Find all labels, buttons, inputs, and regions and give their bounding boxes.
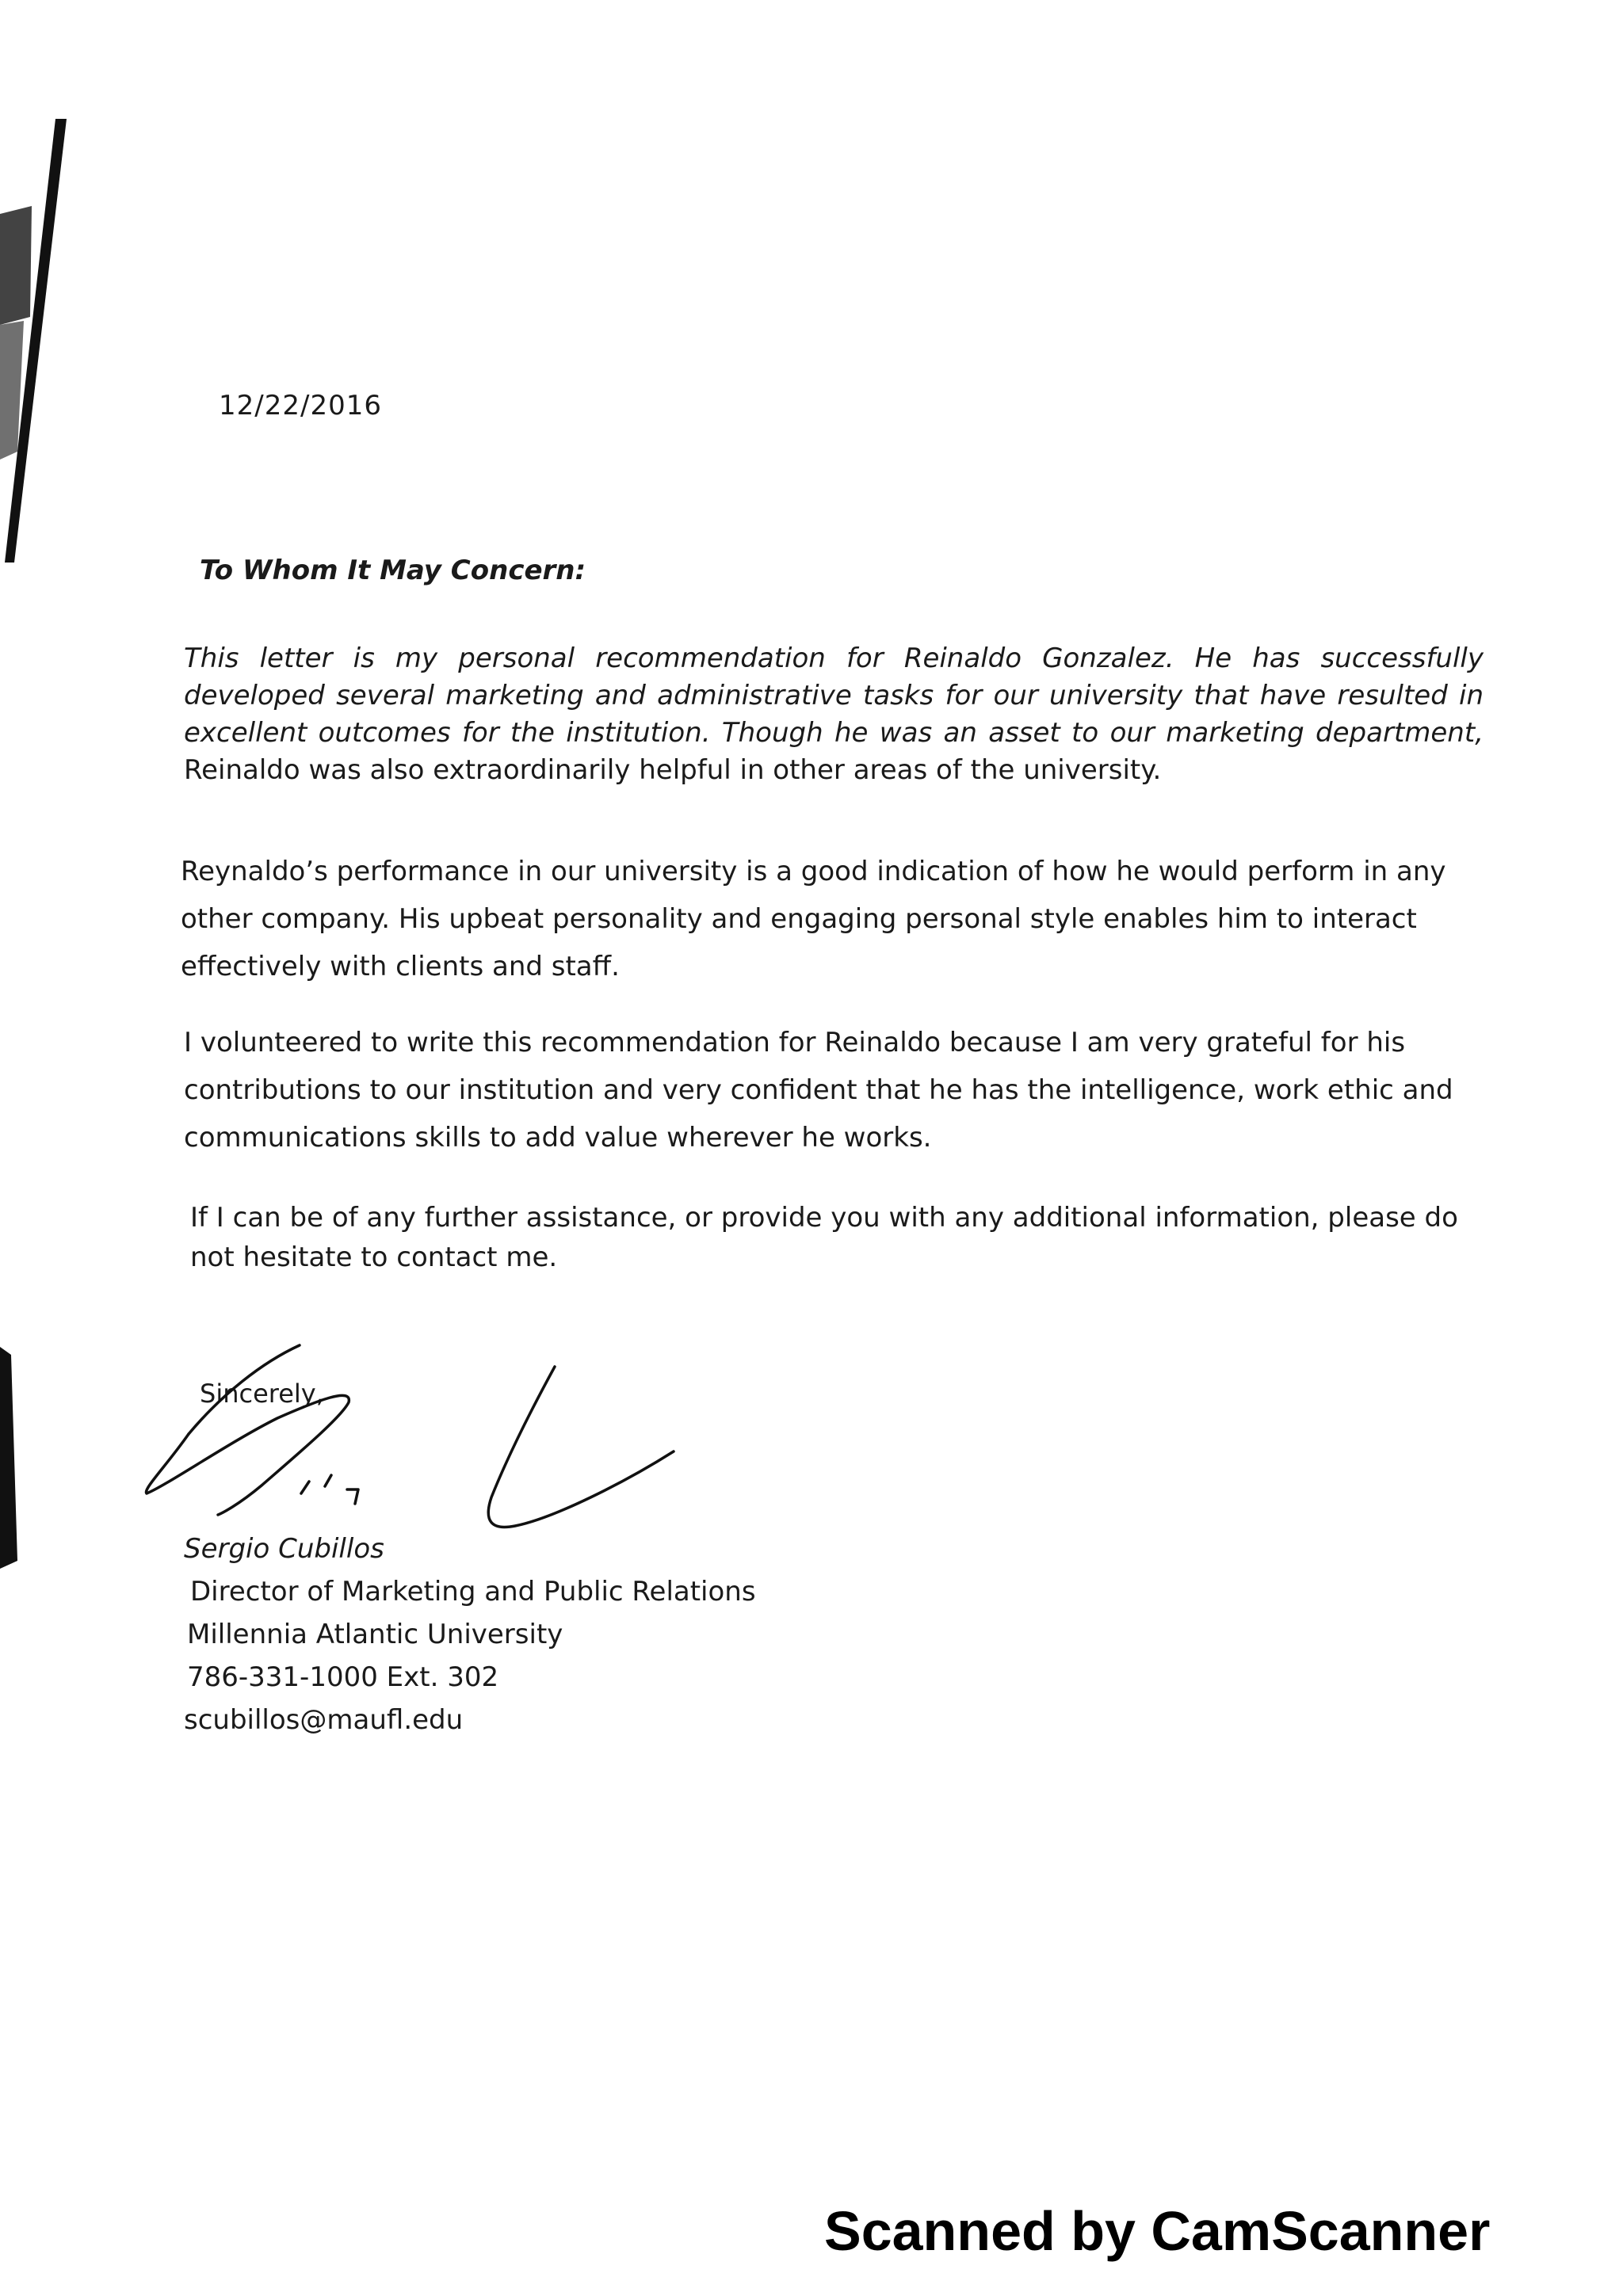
paragraph-1-line-4: Reinaldo was also extraordinarily helpful in other areas of the university. (184, 754, 1162, 786)
signer-phone: 786-331-1000 Ext. 302 (187, 1661, 499, 1693)
paragraph-2-line-1: Reynaldo’s performance in our university is a good indication of how he would perform in any (181, 856, 1446, 887)
camscanner-watermark: Scanned by CamScanner (824, 2200, 1491, 2262)
paragraph-1 (184, 640, 1484, 789)
signer-organization: Millennia Atlantic University (187, 1619, 563, 1650)
scan-edge-bottom-left (0, 1347, 24, 1569)
paragraph-3 (184, 1019, 1499, 1161)
salutation: To Whom It May Concern: (200, 555, 586, 586)
paragraph-3-line-1: I volunteered to write this recommendation for Reinaldo because I am very grateful for his (184, 1027, 1406, 1058)
paragraph-3-line-2: contributions to our institution and very confident that he has the intelligence, work ethic and (184, 1074, 1453, 1106)
signer-email: scubillos@maufl.edu (184, 1704, 464, 1736)
paragraph-1-line-1: This letter is my personal recommendation for Reinaldo Gonzalez. He has successfully (184, 643, 1484, 674)
paragraph-2-line-2: other company. His upbeat personality and engaging personal style enables him to interact (181, 903, 1417, 935)
paragraph-1-line-2: developed several marketing and administrative tasks for our university that have resulted in (184, 680, 1484, 711)
paragraph-4-line-1: If I can be of any further assistance, or provide you with any additional information, please do (190, 1202, 1458, 1234)
paragraph-4-line-2: not hesitate to contact me. (190, 1241, 558, 1273)
paragraph-1-line-3: excellent outcomes for the institution. Though he was an asset to our marketing department, (184, 717, 1484, 749)
paragraph-3-line-3: communications skills to add value wherever he works. (184, 1122, 932, 1154)
paragraph-2-line-3: effectively with clients and staff. (181, 951, 620, 982)
signer-name: Sergio Cubillos (184, 1533, 384, 1565)
paragraph-4 (190, 1198, 1506, 1277)
letter-date: 12/22/2016 (219, 390, 382, 421)
scan-edge-top-left (0, 119, 71, 563)
paragraph-2 (181, 848, 1496, 990)
handwritten-signature (135, 1331, 689, 1561)
signature-block (184, 1527, 756, 1741)
signer-title: Director of Marketing and Public Relations (190, 1576, 756, 1608)
closing: Sincerely, (200, 1379, 324, 1409)
